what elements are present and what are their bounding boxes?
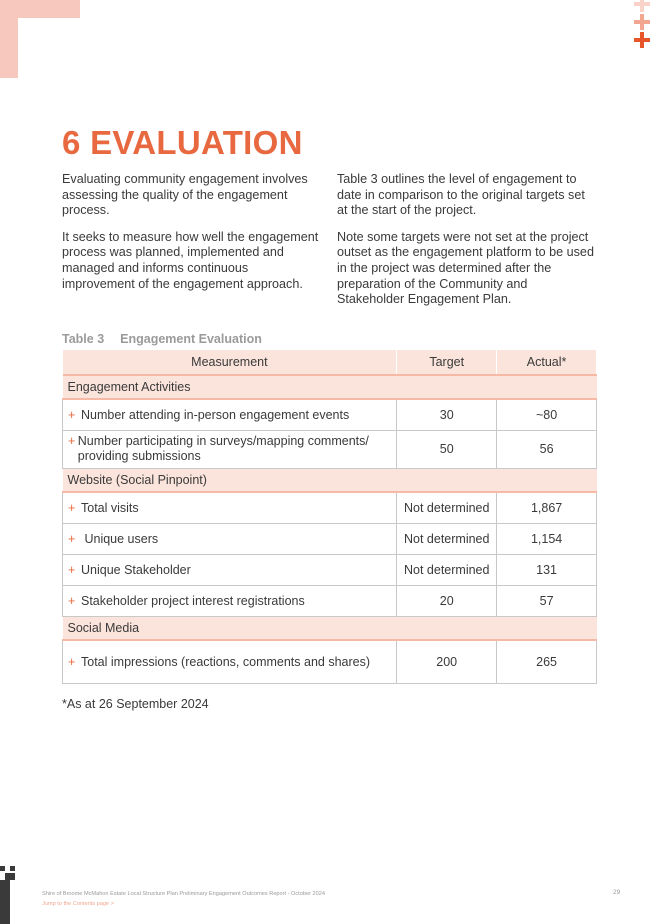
table-caption-number: Table 3 [62,332,105,346]
table-row [63,430,597,468]
plus-bullet-icon: + [68,562,76,577]
page-footer [42,889,325,909]
section-title: Website (Social Pinpoint) [63,468,597,492]
measurement-cell: + Total visits [63,492,397,523]
measurement-cell: + Number participating in surveys/mapping comments/ providing submissions [63,430,397,468]
plus-decoration-icon [634,0,650,48]
table-header-row [63,350,597,375]
section-row [63,468,597,492]
plus-bullet-icon: + [68,593,76,608]
paragraph: Note some targets were not set at the project outset as the engagement platform to be used in the project was determined after the preparation of the Community and Stakeholder Engagement Plan. [337,229,594,307]
measurement-cell: + Stakeholder project interest registrations [63,585,397,616]
actual-cell: 56 [497,430,597,468]
table-row [63,523,597,554]
table-row [63,399,597,430]
engagement-evaluation-table [62,350,597,684]
table-row [63,492,597,523]
table-footnote: *As at 26 September 2024 [62,697,209,711]
actual-cell: 131 [497,554,597,585]
plus-bullet-icon: + [68,654,76,669]
paragraph: It seeks to measure how well the engagement process was planned, implemented and managed and informs continuous improvement of the engagement approach. [62,229,319,291]
section-title: Social Media [63,616,597,640]
table-row [63,640,597,683]
page-number: 29 [613,889,621,896]
actual-cell: 57 [497,585,597,616]
footer-document-title: Shire of Broome McMahon Estate Local Structure Plan Preliminary Engagement Outcomes Report - October 2024 [42,891,325,897]
actual-cell: 1,154 [497,523,597,554]
paragraph: Evaluating community engagement involves assessing the quality of the engagement process. [62,172,308,218]
measurement-cell: + Total impressions (reactions, comments and shares) [63,640,397,683]
header-measurement: Measurement [63,350,397,375]
section-row [63,616,597,640]
target-cell: Not determined [397,523,497,554]
table-caption [62,332,262,346]
table-row [63,585,597,616]
section-title: Engagement Activities [63,375,597,399]
table-caption-title: Engagement Evaluation [120,332,262,346]
actual-cell: 265 [497,640,597,683]
target-cell: 50 [397,430,497,468]
actual-cell: ~80 [497,399,597,430]
header-target: Target [397,350,497,375]
plus-bullet-icon: + [68,407,76,422]
corner-decoration [0,0,80,78]
actual-cell: 1,867 [497,492,597,523]
right-column [337,172,597,319]
target-cell: Not determined [397,554,497,585]
left-column [62,172,322,303]
target-cell: 20 [397,585,497,616]
plus-bullet-icon: + [68,434,76,448]
measurement-cell: + Number attending in-person engagement events [63,399,397,430]
table-row [63,554,597,585]
target-cell: 200 [397,640,497,683]
jump-to-contents-link[interactable]: Jump to the Contents page > [42,901,114,907]
target-cell: Not determined [397,492,497,523]
measurement-cell: + Unique users [63,523,397,554]
footer-decoration-icon [0,866,16,924]
paragraph: Table 3 outlines the level of engagement to date in comparison to the original targets set at the start of the project. [337,172,585,218]
section-row [63,375,597,399]
plus-bullet-icon: + [68,500,76,515]
plus-bullet-icon: + [68,531,76,546]
measurement-cell: + Unique Stakeholder [63,554,397,585]
header-actual: Actual* [497,350,597,375]
page-heading: 6 EVALUATION [62,124,303,161]
target-cell: 30 [397,399,497,430]
